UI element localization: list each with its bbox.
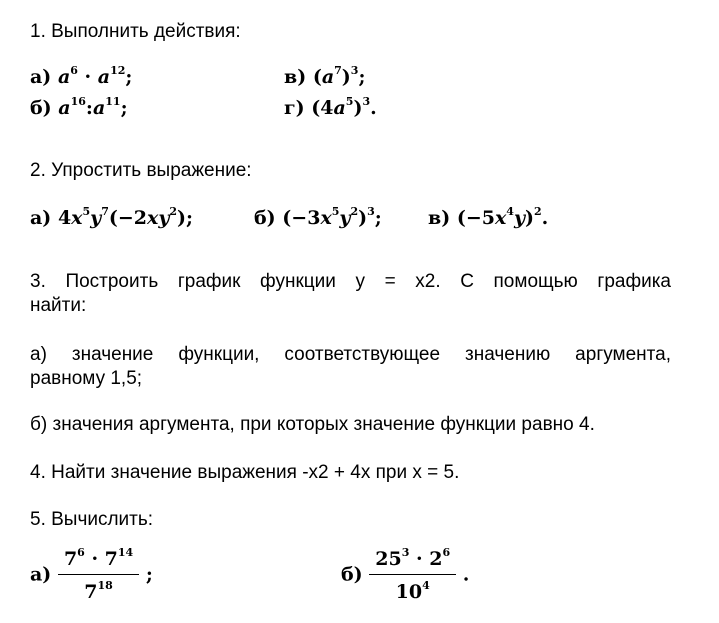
task3-a-line1: а) значение функции, соответствующее значению аргумента, bbox=[30, 344, 671, 365]
task4-line: 4. Найти значение выражения -х2 + 4х при х = 5. bbox=[30, 462, 460, 483]
task1-item-b bbox=[30, 97, 128, 119]
fraction bbox=[58, 548, 139, 603]
math-expression: $(-5x^4y)^2$. bbox=[456, 205, 549, 229]
task3-a-line2: равному 1,5; bbox=[30, 368, 143, 389]
item-label: б) bbox=[341, 563, 363, 586]
item-label: а) bbox=[30, 66, 52, 88]
denominator: $10^4$ bbox=[395, 579, 430, 603]
math-expression: $(a^7)^3$; bbox=[312, 64, 366, 88]
fraction bbox=[369, 548, 456, 603]
math-expression: $a^{16}:a^{11}$; bbox=[58, 95, 128, 119]
task1-heading: 1. Выполнить действия: bbox=[30, 21, 241, 42]
numerator: $25^3 \cdot 2^6$ bbox=[369, 548, 456, 575]
task5-item-a bbox=[30, 548, 153, 603]
task1-item-a bbox=[30, 66, 132, 88]
task2-item-v bbox=[428, 207, 548, 229]
task3-b-line: б) значения аргумента, при которых значение функции равно 4. bbox=[30, 414, 595, 435]
math-expression: $a^6 \cdot a^{12}$; bbox=[57, 64, 133, 88]
math-expression: $4x^5y^7(-2xy^2)$; bbox=[57, 205, 194, 229]
item-label: б) bbox=[30, 97, 52, 119]
punctuation: ; bbox=[145, 563, 153, 586]
item-label: а) bbox=[30, 207, 52, 229]
item-label: г) bbox=[284, 97, 305, 119]
task3-line1: 3. Построить график функции у = х2. С помощью графика bbox=[30, 271, 671, 292]
punctuation: . bbox=[462, 563, 470, 586]
task1-item-g bbox=[284, 97, 377, 119]
task2-item-b bbox=[254, 207, 382, 229]
task2-heading: 2. Упростить выражение: bbox=[30, 160, 252, 181]
task2-item-a bbox=[30, 207, 193, 229]
item-label: а) bbox=[30, 563, 52, 586]
numerator: $7^6 \cdot 7^{14}$ bbox=[58, 548, 139, 575]
task1-item-v bbox=[284, 66, 365, 88]
math-expression: $(4a^5)^3$. bbox=[311, 95, 377, 119]
item-label: в) bbox=[428, 207, 451, 229]
item-label: б) bbox=[254, 207, 276, 229]
task5-heading: 5. Вычислить: bbox=[30, 509, 154, 530]
task5-item-b bbox=[341, 548, 469, 603]
item-label: в) bbox=[284, 66, 307, 88]
math-expression: $(-3x^5y^2)^3$; bbox=[282, 205, 382, 229]
denominator: $7^{18}$ bbox=[84, 579, 113, 603]
task3-line2: найти: bbox=[30, 295, 87, 316]
